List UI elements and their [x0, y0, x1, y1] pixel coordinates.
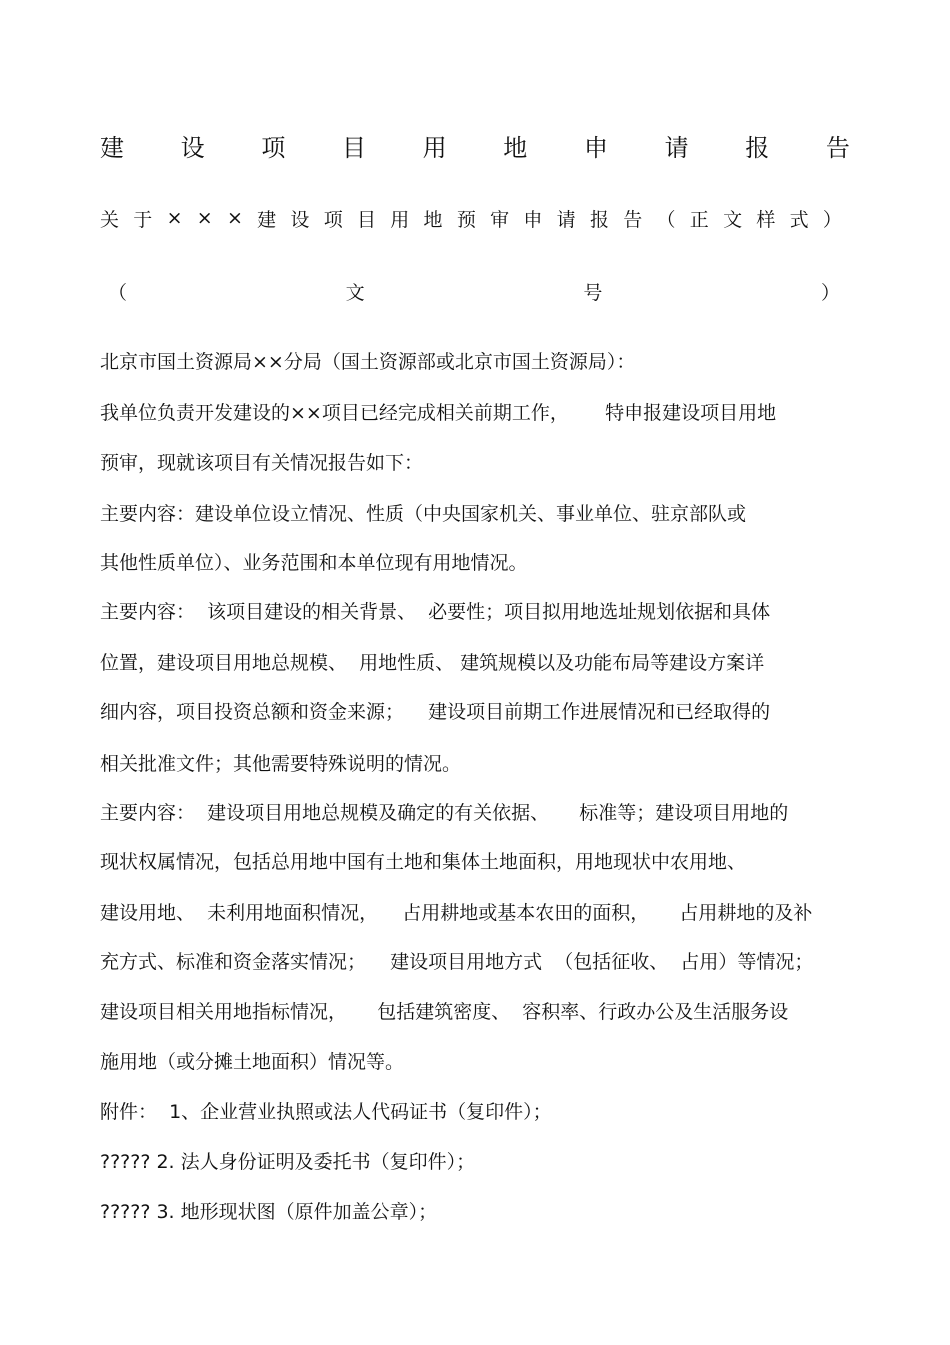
attachment-line: ????? 2. 法人身份证明及委托书（复印件）；: [100, 1151, 476, 1173]
section2-line: 位置，建设项目用地总规模、 用地性质、 建筑规模以及功能布局等建设方案详: [100, 652, 765, 674]
section1-line: 主要内容：建设单位设立情况、性质（中央国家机关、事业单位、驻京部队或: [100, 503, 747, 525]
attachment-line: 附件： 1、企业营业执照或法人代码证书（复印件）；: [100, 1101, 552, 1123]
subtitle-char: 建: [257, 208, 277, 231]
title-char: 项: [261, 133, 286, 162]
subtitle-char: 申: [523, 208, 543, 231]
title-char: 地: [503, 133, 528, 162]
subtitle-char: ×: [196, 207, 213, 229]
title-char: 建: [100, 133, 124, 162]
section1-line: 其他性质单位）、业务范围和本单位现有用地情况。: [100, 552, 528, 574]
section3-line: 主要内容： 建设项目用地总规模及确定的有关依据、 标准等；建设项目用地的: [100, 802, 789, 824]
intro-line: 我单位负责开发建设的××项目已经完成相关前期工作， 特申报建设项目用地: [100, 402, 777, 424]
title-char: 报: [745, 133, 770, 162]
subtitle-char: 样: [756, 208, 776, 231]
section2-line: 相关批准文件；其他需要特殊说明的情况。: [100, 753, 462, 775]
docno-char: 号: [583, 281, 603, 304]
document-title: [100, 128, 850, 162]
section3-line: 现状权属情况，包括总用地中国有土地和集体土地面积，用地现状中农用地、: [100, 851, 747, 873]
title-char: 告: [825, 133, 850, 162]
subtitle-char: 文: [723, 208, 743, 231]
section3-line: 充方式、标准和资金落实情况； 建设项目用地方式 （包括征收、 占用）等情况；: [100, 951, 814, 973]
section3-line: 建设项目相关用地指标情况， 包括建筑密度、 容积率、行政办公及生活服务设: [100, 1001, 789, 1023]
subtitle-char: ）: [822, 208, 842, 231]
document-subtitle: [100, 204, 842, 232]
subtitle-char: 请: [556, 208, 576, 231]
subtitle-char: 告: [623, 208, 643, 231]
title-char: 设: [180, 133, 205, 162]
subtitle-char: 报: [589, 208, 609, 231]
document-number: [108, 277, 840, 305]
subtitle-char: ×: [166, 207, 183, 229]
docno-close-paren: ）: [820, 281, 840, 304]
subtitle-char: ×: [226, 207, 243, 229]
subtitle-char: 设: [290, 208, 310, 231]
intro-line: 预审，现就该项目有关情况报告如下：: [100, 452, 424, 474]
subtitle-char: 项: [323, 208, 343, 231]
docno-char: 文: [345, 281, 365, 304]
section3-line: 建设用地、 未利用地面积情况， 占用耕地或基本农田的面积， 占用耕地的及补: [100, 902, 813, 924]
title-char: 目: [341, 133, 366, 162]
subtitle-char: 关: [100, 208, 120, 231]
subtitle-char: 预: [456, 208, 476, 231]
subtitle-char: 目: [356, 208, 376, 231]
title-char: 申: [583, 133, 608, 162]
subtitle-char: 用: [390, 208, 410, 231]
subtitle-char: （: [656, 208, 676, 231]
attachment-line: ????? 3. 地形现状图（原件加盖公章）；: [100, 1201, 438, 1223]
section2-line: 细内容，项目投资总额和资金来源； 建设项目前期工作进展情况和已经取得的: [100, 701, 771, 723]
title-char: 用: [422, 133, 447, 162]
section3-line: 施用地（或分摊土地面积）情况等。: [100, 1051, 405, 1073]
docno-open-paren: （: [108, 281, 128, 304]
subtitle-char: 地: [423, 208, 443, 231]
title-char: 请: [664, 133, 689, 162]
subtitle-char: 于: [133, 208, 153, 231]
subtitle-char: 审: [490, 208, 510, 231]
subtitle-char: 式: [789, 208, 809, 231]
section2-line: 主要内容： 该项目建设的相关背景、 必要性；项目拟用地选址规划依据和具体: [100, 601, 771, 623]
addressee: 北京市国土资源局××分局（国土资源部或北京市国土资源局）：: [100, 351, 636, 373]
subtitle-char: 正: [689, 208, 709, 231]
